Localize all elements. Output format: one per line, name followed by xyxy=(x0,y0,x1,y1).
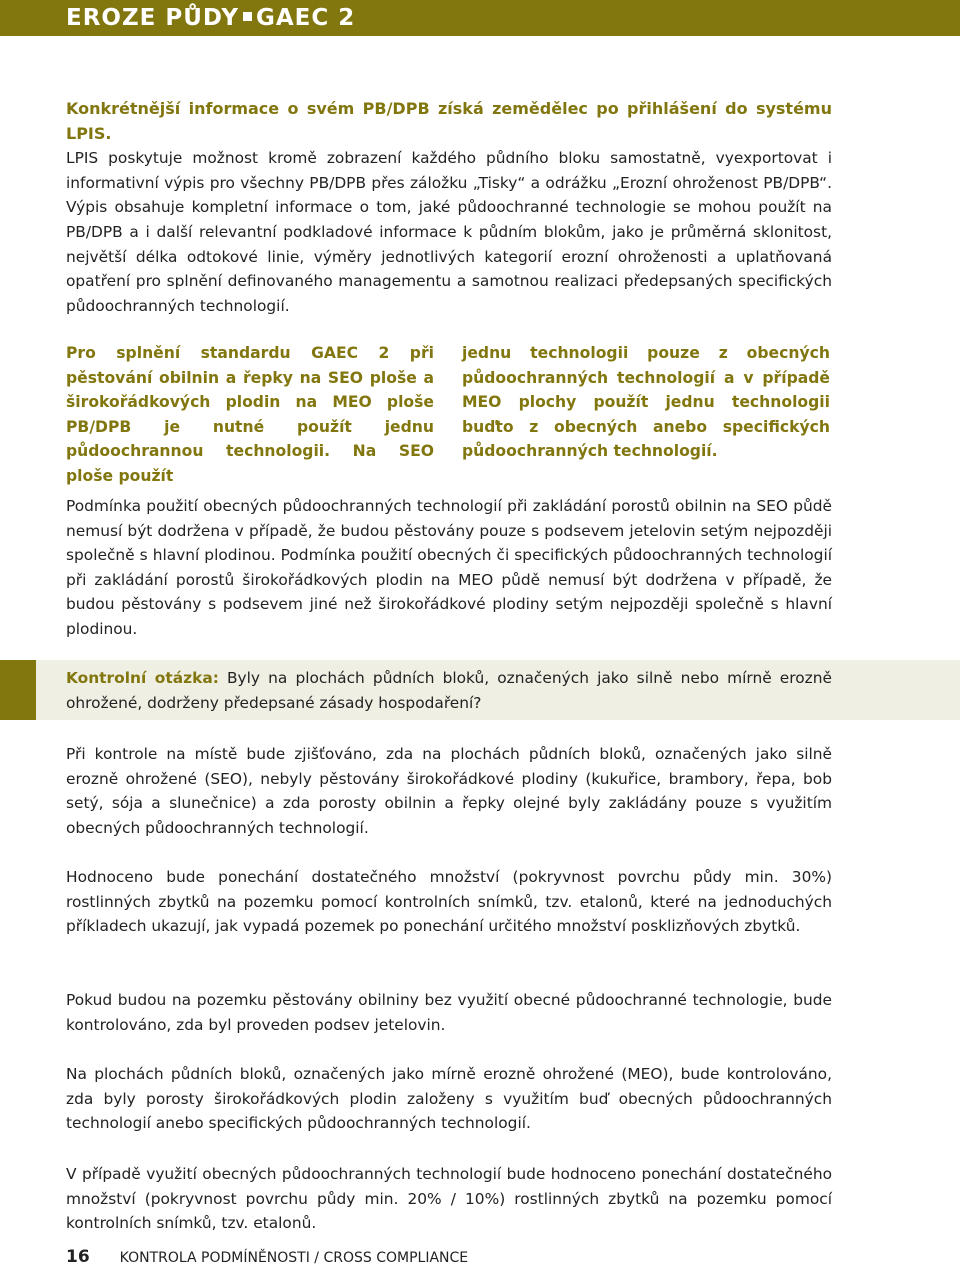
condition-section xyxy=(66,494,832,642)
paragraph-text: Při kontrole na místě bude zjišťováno, zda na plochách půdních bloků, označených jako silně erozně ohrožené (SEO), nebyly pěstovány širokořádkové plodiny (kukuřice, brambory, řepa, bob setý, sója a slunečnice) a zda porosty obilnin a řepky olejné byly zakládány pouze s využitím obecných půdoochranných technologií. xyxy=(66,745,832,837)
paragraph-text: Na plochách půdních bloků, označených jako mírně erozně ohrožené (MEO), bude kontrolováno, zda byly porosty širokořádkových plodin založeny s využitím buď obecných půdoochranných technologií anebo specifických půdoochranných technologií. xyxy=(66,1065,832,1133)
header-bar xyxy=(0,0,960,36)
question-text: Byly na plochách půdních bloků, označených jako silně nebo mírně erozně ohrožené, dodrženy předepsané zásady hospodaření? xyxy=(66,669,832,712)
page-title xyxy=(66,2,355,34)
paragraph-2 xyxy=(66,865,832,939)
footer xyxy=(66,1248,468,1268)
paragraph-3 xyxy=(66,988,832,1037)
paragraph-text: Hodnoceno bude ponechání dostatečného množství (pokryvnost povrchu půdy min. 30%) rostlinných zbytků na pozemku pomocí kontrolních snímků, tzv. etalonů, které na jednoduchých příkladech ukazují, jak vypadá pozemek po ponechání určitého množství posklizňových zbytků. xyxy=(66,868,832,936)
question-label: Kontrolní otázka: xyxy=(66,669,219,687)
title-right: GAEC 2 xyxy=(255,5,356,31)
intro-bold: Konkrétnější informace o svém PB/DPB získá zemědělec po přihlášení do systému LPIS. xyxy=(66,99,832,143)
highlight-left: Pro splnění standardu GAEC 2 při pěstování obilnin a řepky na SEO ploše a širokořádkových plodin na MEO ploše PB/DPB je nutné použít jednu půdoochrannou technologii. Na SEO ploše použít xyxy=(66,344,434,485)
page-number: 16 xyxy=(66,1247,90,1267)
footer-text: KONTROLA PODMÍNĚNOSTI / CROSS COMPLIANCE xyxy=(119,1250,469,1266)
control-question xyxy=(66,666,832,715)
intro-text: LPIS poskytuje možnost kromě zobrazení každého půdního bloku samostatně, vyexportovat i informativní výpis pro všechny PB/DPB přes záložku „Tisky“ a odrážku „Erozní ohroženost PB/DPB“. Výpis obsahuje kompletní informace o tom, jaké půdoochranné technologie se mohou použít na PB/DPB a i další relevantní podkladové informace k půdním blokům, jako je průměrná sklonitost, největší délka odtokové linie, výměry jednotlivých kategorií erozní ohroženosti a uplatňovaná opatření pro splnění definovaného managementu a samotnou realizaci předepsaných specifických půdoochranných technologií. xyxy=(66,149,832,315)
paragraph-text: V případě využití obecných půdoochranných technologií bude hodnoceno ponechání dostatečného množství (pokryvnost povrchu půdy min. 20% / 10%) rostlinných zbytků na pozemku pomocí kontrolních snímků, tzv. etalonů. xyxy=(66,1165,832,1233)
square-bullet-icon xyxy=(243,12,252,21)
title-left: EROZE PŮDY xyxy=(66,5,239,31)
paragraph-text: Pokud budou na pozemku pěstovány obilniny bez využití obecné půdoochranné technologie, bude kontrolováno, zda byl proveden podsev jetelovin. xyxy=(66,991,832,1034)
intro-section xyxy=(66,97,832,318)
condition-text: Podmínka použití obecných půdoochranných technologií při zakládání porostů obilnin na SEO půdě nemusí být dodržena v případě, že budou pěstovány pouze s podsevem jetelovin setým nejpozději společně s hlavní plodinou. Podmínka použití obecných či specifických půdoochranných technologií při zakládání porostů širokořádkových plodin na MEO půdě nemusí být dodržena v případě, že budou pěstovány s podsevem jiné než širokořádkové plodiny setým nejpozději společně s hlavní plodinou. xyxy=(66,497,832,638)
highlight-right: jednu technologii pouze z obecných půdoochranných technologií a v případě MEO plochy použít jednu technologii buďto z obecných anebo specifických půdoochranných technologií. xyxy=(462,344,830,461)
question-accent xyxy=(0,660,36,720)
paragraph-5 xyxy=(66,1162,832,1236)
paragraph-4 xyxy=(66,1062,832,1136)
paragraph-1 xyxy=(66,742,832,840)
